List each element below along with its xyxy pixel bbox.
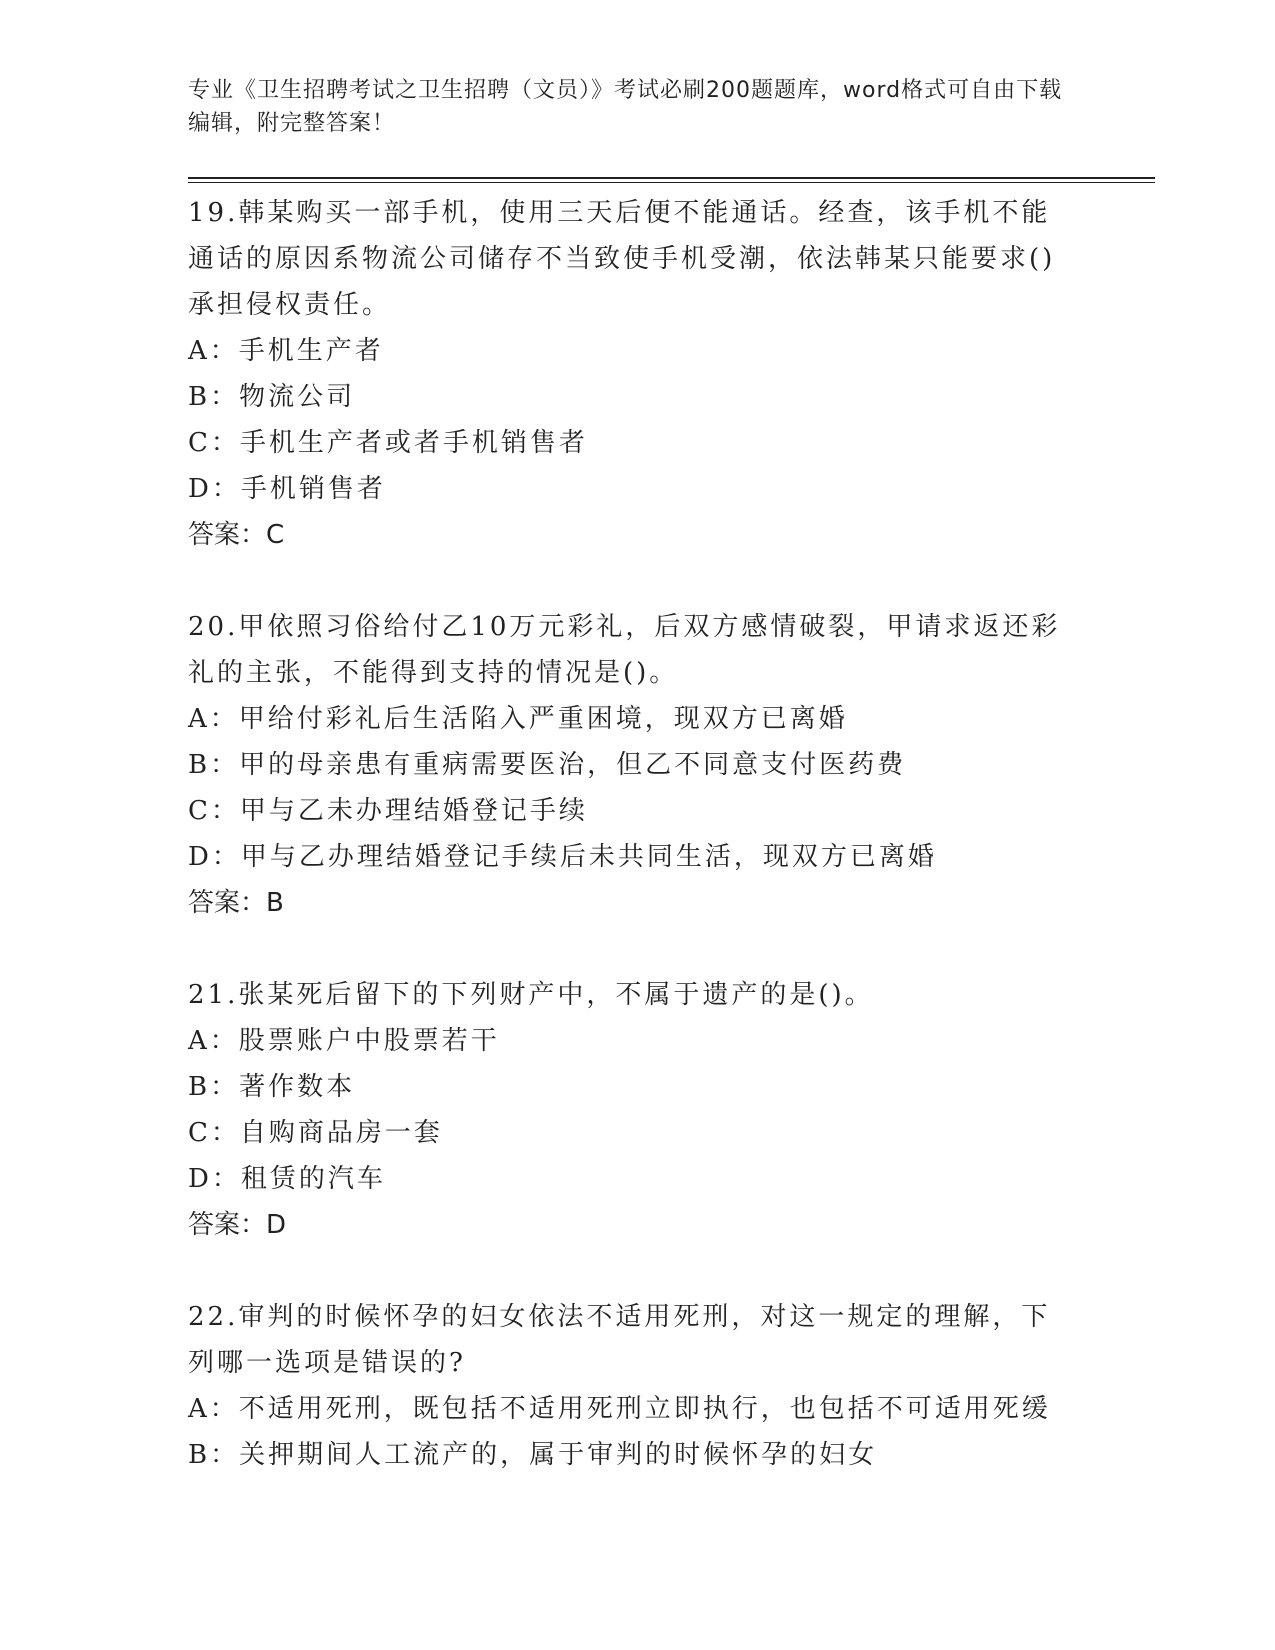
question-list <box>188 190 1078 1478</box>
question-stem: 20.甲依照习俗给付乙10万元彩礼，后双方感情破裂，甲请求返还彩礼的主张，不能得到支持的情况是()。 <box>188 612 1061 688</box>
question-spacer <box>188 558 1078 604</box>
question-stem: 22.审判的时候怀孕的妇女依法不适用死刑，对这一规定的理解，下列哪一选项是错误的? <box>188 1302 1051 1378</box>
header-divider-thin <box>188 182 1155 183</box>
answer-line: 答案：C <box>188 520 285 550</box>
page-header: 专业《卫生招聘考试之卫生招聘（文员）》考试必刷200题题库，word格式可自由下载编辑，附完整答案！ <box>188 78 1063 136</box>
question-stem: 21.张某死后留下的下列财产中，不属于遗产的是()。 <box>188 980 874 1010</box>
option-a: A：不适用死刑，既包括不适用死刑立即执行，也包括不可适用死缓 <box>188 1394 1051 1424</box>
answer-line: 答案：B <box>188 888 284 918</box>
question-spacer <box>188 926 1078 972</box>
option-d: D：手机销售者 <box>188 474 386 504</box>
question-21 <box>188 972 1078 1248</box>
option-c: C：甲与乙未办理结婚登记手续 <box>188 796 588 826</box>
option-b: B：甲的母亲患有重病需要医治，但乙不同意支付医药费 <box>188 750 907 780</box>
option-a: A：甲给付彩礼后生活陷入严重困境，现双方已离婚 <box>188 704 848 734</box>
question-22 <box>188 1294 1078 1478</box>
answer-line: 答案：D <box>188 1210 287 1240</box>
option-c: C：自购商品房一套 <box>188 1118 443 1148</box>
option-d: D：甲与乙办理结婚登记手续后未共同生活，现双方已离婚 <box>188 842 937 872</box>
option-a: A：手机生产者 <box>188 336 384 366</box>
option-d: D：租赁的汽车 <box>188 1164 386 1194</box>
option-c: C：手机生产者或者手机销售者 <box>188 428 588 458</box>
question-20 <box>188 604 1078 926</box>
question-19 <box>188 190 1078 558</box>
question-spacer <box>188 1248 1078 1294</box>
header-divider-thick <box>188 177 1155 179</box>
option-b: B：关押期间人工流产的，属于审判的时候怀孕的妇女 <box>188 1440 878 1470</box>
option-b: B：物流公司 <box>188 382 356 412</box>
option-a: A：股票账户中股票若干 <box>188 1026 500 1056</box>
option-b: B：著作数本 <box>188 1072 356 1102</box>
question-stem: 19.韩某购买一部手机，使用三天后便不能通话。经查，该手机不能通话的原因系物流公司储存不当致使手机受潮，依法韩某只能要求()承担侵权责任。 <box>188 198 1056 320</box>
